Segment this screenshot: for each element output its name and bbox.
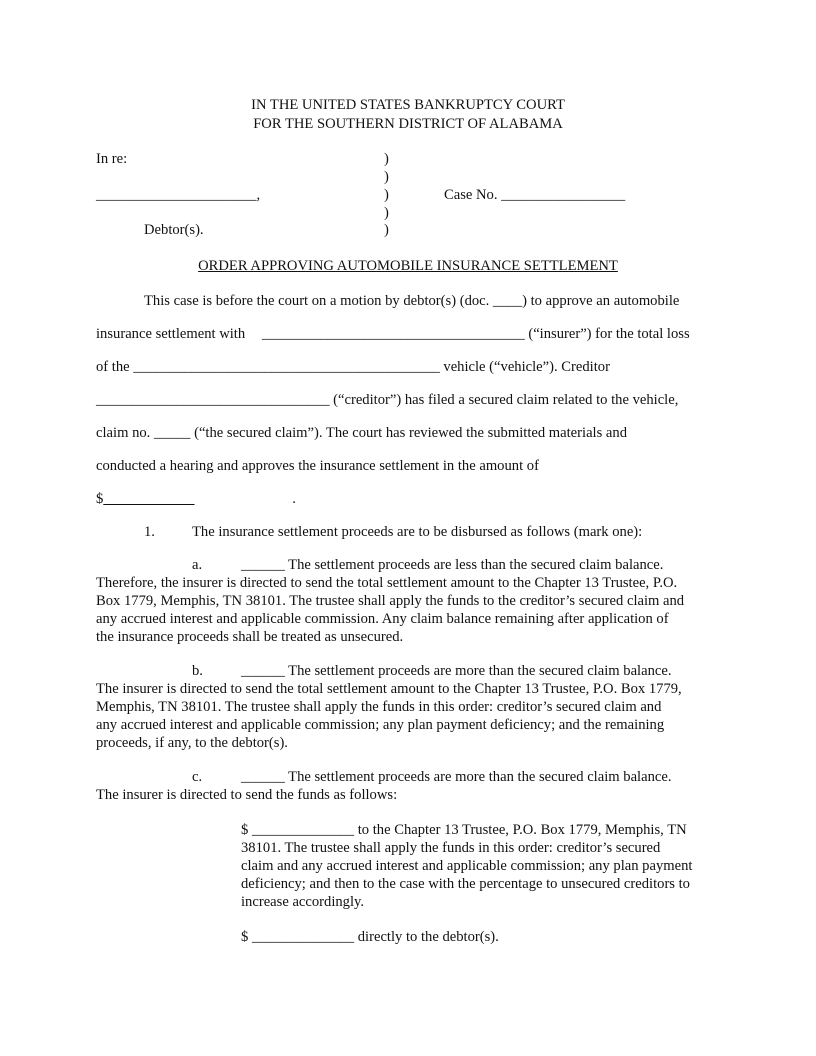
settlement-amount-blank [103,491,292,508]
option-letter: c. [192,769,203,785]
trustee-amount-line: deficiency; and then to the case with the percentage to unsecured creditors to [241,876,690,892]
trustee-amount-line: $ ______________ to the Chapter 13 Trustee, P.O. Box 1779, Memphis, TN [241,822,687,838]
order-title: ORDER APPROVING AUTOMOBILE INSURANCE SETTLEMENT [198,258,618,274]
option-a-line: any accrued interest and applicable commission. Any claim balance remaining after application of [96,611,669,627]
dollar-sign: $ [96,491,104,507]
debtor-amount-line: $ ______________ directly to the debtor(s). [241,929,499,945]
court-name-line2: FOR THE SOUTHERN DISTRICT OF ALABAMA [253,116,563,132]
option-a-line: Therefore, the insurer is directed to send the total settlement amount to the Chapter 13 Trustee, P.O. [96,575,678,591]
trustee-amount-line: increase accordingly. [241,894,365,910]
debtor-name-blank: ______________________, [96,187,261,203]
body-line: ________________________________ (“creditor”) has filed a secured claim related to the vehicle, [96,392,679,408]
option-b-line: proceeds, if any, to the debtor(s). [96,735,288,751]
debtor-label: Debtor(s). [144,222,204,238]
body-line: of the __________________________________________ vehicle (“vehicle”). Creditor [96,359,610,375]
option-c-line: The insurer is directed to send the funds as follows: [96,787,398,803]
option-a-line: the insurance proceeds shall be treated as unsecured. [96,629,404,645]
item-number: 1. [144,524,155,540]
body-line: conducted a hearing and approves the insurance settlement in the amount of [96,458,539,474]
case-number-field: Case No. _________________ [444,187,626,203]
insurer-blank: ____________________________________ (“insurer”) for the total loss [262,326,690,342]
caption-paren: ) [384,151,389,167]
option-letter: b. [192,663,203,679]
option-b-first-line: ______ The settlement proceeds are more than the secured claim balance. [241,663,672,679]
option-b-line: The insurer is directed to send the total settlement amount to the Chapter 13 Trustee, P.O. Box 1779, [96,681,682,697]
body-line: This case is before the court on a motion by debtor(s) (doc. ____) to approve an automobile [144,293,680,309]
court-name-line1: IN THE UNITED STATES BANKRUPTCY COURT [251,97,565,113]
option-letter: a. [192,557,203,573]
item-text: The insurance settlement proceeds are to be disbursed as follows (mark one): [192,524,643,540]
in-re-label: In re: [96,151,128,167]
body-line: claim no. _____ (“the secured claim”). The court has reviewed the submitted materials and [96,425,627,441]
caption-paren: ) [384,205,389,221]
caption-paren: ) [384,187,389,203]
trustee-amount-line: 38101. The trustee shall apply the funds in this order: creditor’s secured [241,840,661,856]
option-b-line: any accrued interest and applicable commission; any plan payment deficiency; and the remaining [96,717,665,733]
trustee-amount-line: claim and any accrued interest and applicable commission; any plan payment [241,858,693,874]
period: . [292,491,296,507]
caption-paren: ) [384,169,389,185]
settlement-amount-line [96,491,296,508]
body-line: insurance settlement with [96,326,246,342]
option-b-line: Memphis, TN 38101. The trustee shall apply the funds in this order: creditor’s secured claim and [96,699,662,715]
caption-paren: ) [384,222,389,238]
option-a-first-line: ______ The settlement proceeds are less than the secured claim balance. [241,557,664,573]
option-c-first-line: ______ The settlement proceeds are more than the secured claim balance. [241,769,672,785]
option-a-line: Box 1779, Memphis, TN 38101. The trustee shall apply the funds to the creditor’s secured claim and [96,593,685,609]
